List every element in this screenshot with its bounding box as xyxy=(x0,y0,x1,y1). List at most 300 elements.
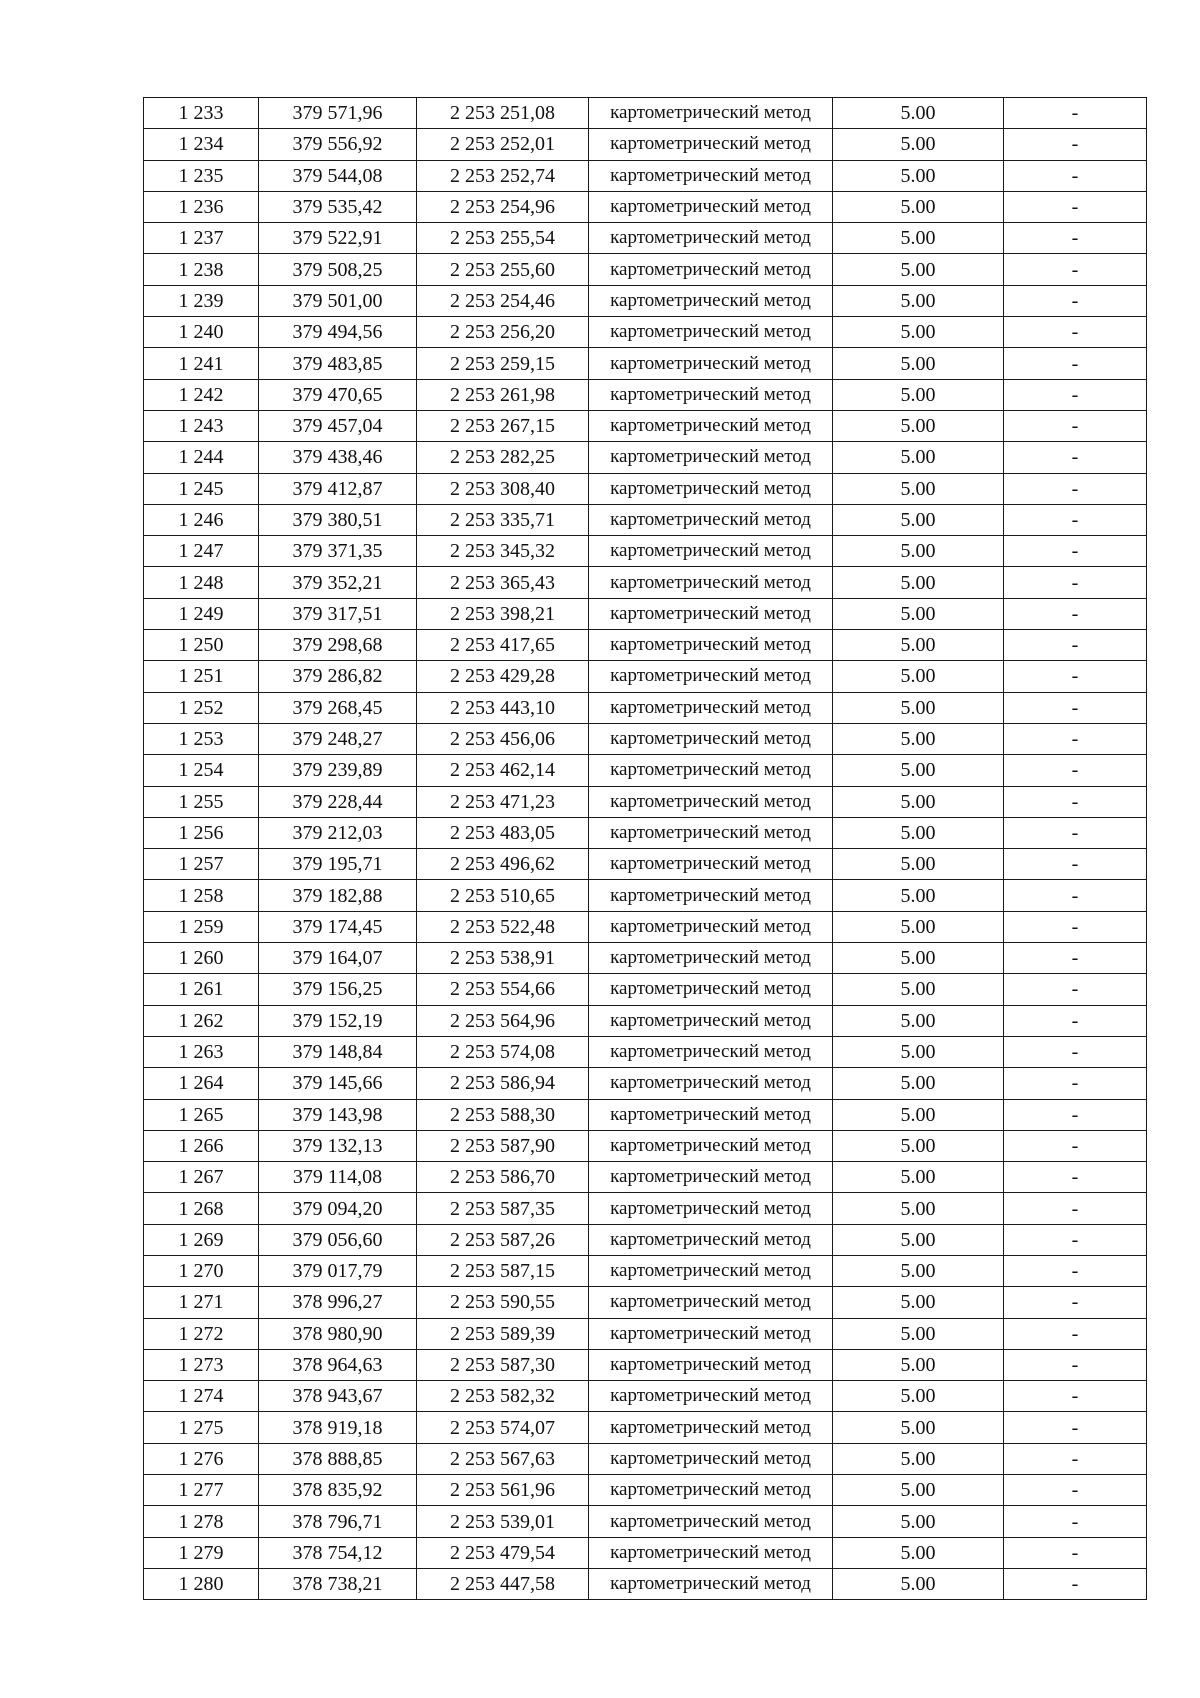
method-cell: картометрический метод xyxy=(589,223,833,254)
coordinate-x-cell: 379 556,92 xyxy=(259,129,417,160)
method-cell: картометрический метод xyxy=(589,974,833,1005)
point-number-cell: 1 260 xyxy=(144,943,259,974)
table-row xyxy=(144,1224,1147,1255)
coordinate-y-cell: 2 253 496,62 xyxy=(417,849,589,880)
method-cell: картометрический метод xyxy=(589,348,833,379)
table-row xyxy=(144,1255,1147,1286)
method-cell: картометрический метод xyxy=(589,1443,833,1474)
accuracy-cell: 5.00 xyxy=(833,880,1004,911)
point-number-cell: 1 235 xyxy=(144,160,259,191)
point-number-cell: 1 234 xyxy=(144,129,259,160)
coordinate-x-cell: 379 286,82 xyxy=(259,661,417,692)
coordinate-y-cell: 2 253 256,20 xyxy=(417,317,589,348)
point-number-cell: 1 248 xyxy=(144,567,259,598)
table-row xyxy=(144,1005,1147,1036)
table-row xyxy=(144,129,1147,160)
accuracy-cell: 5.00 xyxy=(833,285,1004,316)
coordinate-y-cell: 2 253 586,70 xyxy=(417,1162,589,1193)
accuracy-cell: 5.00 xyxy=(833,1255,1004,1286)
point-number-cell: 1 244 xyxy=(144,442,259,473)
note-cell: - xyxy=(1004,1193,1147,1224)
table-row xyxy=(144,1068,1147,1099)
accuracy-cell: 5.00 xyxy=(833,98,1004,129)
method-cell: картометрический метод xyxy=(589,692,833,723)
coordinate-x-cell: 379 371,35 xyxy=(259,536,417,567)
point-number-cell: 1 237 xyxy=(144,223,259,254)
point-number-cell: 1 271 xyxy=(144,1287,259,1318)
coordinate-y-cell: 2 253 429,28 xyxy=(417,661,589,692)
table-row xyxy=(144,1318,1147,1349)
note-cell: - xyxy=(1004,1162,1147,1193)
coordinate-x-cell: 379 182,88 xyxy=(259,880,417,911)
method-cell: картометрический метод xyxy=(589,379,833,410)
accuracy-cell: 5.00 xyxy=(833,191,1004,222)
accuracy-cell: 5.00 xyxy=(833,1224,1004,1255)
method-cell: картометрический метод xyxy=(589,1162,833,1193)
point-number-cell: 1 233 xyxy=(144,98,259,129)
coordinate-x-cell: 379 508,25 xyxy=(259,254,417,285)
accuracy-cell: 5.00 xyxy=(833,1162,1004,1193)
table-row xyxy=(144,786,1147,817)
note-cell: - xyxy=(1004,630,1147,661)
coordinate-x-cell: 378 980,90 xyxy=(259,1318,417,1349)
table-row xyxy=(144,630,1147,661)
method-cell: картометрический метод xyxy=(589,943,833,974)
coordinate-x-cell: 379 544,08 xyxy=(259,160,417,191)
table-row xyxy=(144,911,1147,942)
method-cell: картометрический метод xyxy=(589,1099,833,1130)
point-number-cell: 1 255 xyxy=(144,786,259,817)
coordinate-y-cell: 2 253 254,46 xyxy=(417,285,589,316)
coordinate-y-cell: 2 253 251,08 xyxy=(417,98,589,129)
method-cell: картометрический метод xyxy=(589,911,833,942)
coordinate-y-cell: 2 253 255,54 xyxy=(417,223,589,254)
accuracy-cell: 5.00 xyxy=(833,1036,1004,1067)
method-cell: картометрический метод xyxy=(589,1224,833,1255)
accuracy-cell: 5.00 xyxy=(833,817,1004,848)
table-row xyxy=(144,755,1147,786)
coordinate-x-cell: 378 943,67 xyxy=(259,1381,417,1412)
table-row xyxy=(144,1506,1147,1537)
point-number-cell: 1 256 xyxy=(144,817,259,848)
accuracy-cell: 5.00 xyxy=(833,1287,1004,1318)
point-number-cell: 1 272 xyxy=(144,1318,259,1349)
coordinate-x-cell: 379 412,87 xyxy=(259,473,417,504)
note-cell: - xyxy=(1004,1005,1147,1036)
point-number-cell: 1 279 xyxy=(144,1537,259,1568)
coordinate-y-cell: 2 253 254,96 xyxy=(417,191,589,222)
point-number-cell: 1 273 xyxy=(144,1349,259,1380)
coordinate-y-cell: 2 253 587,15 xyxy=(417,1255,589,1286)
method-cell: картометрический метод xyxy=(589,723,833,754)
coordinate-y-cell: 2 253 586,94 xyxy=(417,1068,589,1099)
coordinate-y-cell: 2 253 365,43 xyxy=(417,567,589,598)
coordinates-table xyxy=(143,97,1147,1600)
coordinate-x-cell: 379 494,56 xyxy=(259,317,417,348)
accuracy-cell: 5.00 xyxy=(833,630,1004,661)
accuracy-cell: 5.00 xyxy=(833,1381,1004,1412)
table-row xyxy=(144,1443,1147,1474)
table-row xyxy=(144,661,1147,692)
coordinate-y-cell: 2 253 471,23 xyxy=(417,786,589,817)
table-row xyxy=(144,1162,1147,1193)
coordinate-y-cell: 2 253 590,55 xyxy=(417,1287,589,1318)
method-cell: картометрический метод xyxy=(589,160,833,191)
coordinate-y-cell: 2 253 335,71 xyxy=(417,504,589,535)
table-row xyxy=(144,285,1147,316)
note-cell: - xyxy=(1004,755,1147,786)
accuracy-cell: 5.00 xyxy=(833,755,1004,786)
method-cell: картометрический метод xyxy=(589,1506,833,1537)
note-cell: - xyxy=(1004,1349,1147,1380)
coordinate-y-cell: 2 253 539,01 xyxy=(417,1506,589,1537)
method-cell: картометрический метод xyxy=(589,254,833,285)
point-number-cell: 1 280 xyxy=(144,1568,259,1599)
point-number-cell: 1 263 xyxy=(144,1036,259,1067)
coordinate-x-cell: 379 212,03 xyxy=(259,817,417,848)
note-cell: - xyxy=(1004,1099,1147,1130)
point-number-cell: 1 274 xyxy=(144,1381,259,1412)
coordinate-x-cell: 379 174,45 xyxy=(259,911,417,942)
coordinate-x-cell: 379 571,96 xyxy=(259,98,417,129)
table-row xyxy=(144,379,1147,410)
method-cell: картометрический метод xyxy=(589,1537,833,1568)
accuracy-cell: 5.00 xyxy=(833,1099,1004,1130)
coordinate-y-cell: 2 253 567,63 xyxy=(417,1443,589,1474)
coordinate-y-cell: 2 253 267,15 xyxy=(417,410,589,441)
accuracy-cell: 5.00 xyxy=(833,1130,1004,1161)
note-cell: - xyxy=(1004,410,1147,441)
method-cell: картометрический метод xyxy=(589,849,833,880)
note-cell: - xyxy=(1004,1318,1147,1349)
coordinate-x-cell: 378 738,21 xyxy=(259,1568,417,1599)
accuracy-cell: 5.00 xyxy=(833,1412,1004,1443)
coordinate-y-cell: 2 253 261,98 xyxy=(417,379,589,410)
point-number-cell: 1 243 xyxy=(144,410,259,441)
method-cell: картометрический метод xyxy=(589,1036,833,1067)
note-cell: - xyxy=(1004,817,1147,848)
accuracy-cell: 5.00 xyxy=(833,379,1004,410)
point-number-cell: 1 267 xyxy=(144,1162,259,1193)
coordinate-y-cell: 2 253 462,14 xyxy=(417,755,589,786)
point-number-cell: 1 239 xyxy=(144,285,259,316)
method-cell: картометрический метод xyxy=(589,755,833,786)
method-cell: картометрический метод xyxy=(589,442,833,473)
note-cell: - xyxy=(1004,317,1147,348)
method-cell: картометрический метод xyxy=(589,410,833,441)
note-cell: - xyxy=(1004,943,1147,974)
accuracy-cell: 5.00 xyxy=(833,473,1004,504)
coordinate-x-cell: 379 501,00 xyxy=(259,285,417,316)
point-number-cell: 1 247 xyxy=(144,536,259,567)
point-number-cell: 1 276 xyxy=(144,1443,259,1474)
accuracy-cell: 5.00 xyxy=(833,536,1004,567)
coordinate-x-cell: 378 964,63 xyxy=(259,1349,417,1380)
note-cell: - xyxy=(1004,1130,1147,1161)
table-row xyxy=(144,1036,1147,1067)
coordinate-y-cell: 2 253 259,15 xyxy=(417,348,589,379)
coordinate-y-cell: 2 253 582,32 xyxy=(417,1381,589,1412)
method-cell: картометрический метод xyxy=(589,1130,833,1161)
method-cell: картометрический метод xyxy=(589,98,833,129)
table-row xyxy=(144,880,1147,911)
coordinate-x-cell: 378 835,92 xyxy=(259,1475,417,1506)
point-number-cell: 1 246 xyxy=(144,504,259,535)
accuracy-cell: 5.00 xyxy=(833,723,1004,754)
note-cell: - xyxy=(1004,911,1147,942)
method-cell: картометрический метод xyxy=(589,1287,833,1318)
note-cell: - xyxy=(1004,1224,1147,1255)
table-row xyxy=(144,1568,1147,1599)
note-cell: - xyxy=(1004,567,1147,598)
table-row xyxy=(144,442,1147,473)
method-cell: картометрический метод xyxy=(589,1475,833,1506)
coordinate-y-cell: 2 253 345,32 xyxy=(417,536,589,567)
coordinate-x-cell: 378 996,27 xyxy=(259,1287,417,1318)
note-cell: - xyxy=(1004,1287,1147,1318)
accuracy-cell: 5.00 xyxy=(833,254,1004,285)
method-cell: картометрический метод xyxy=(589,473,833,504)
coordinate-x-cell: 379 164,07 xyxy=(259,943,417,974)
method-cell: картометрический метод xyxy=(589,1068,833,1099)
table-row xyxy=(144,536,1147,567)
note-cell: - xyxy=(1004,379,1147,410)
coordinate-y-cell: 2 253 589,39 xyxy=(417,1318,589,1349)
coordinate-x-cell: 379 156,25 xyxy=(259,974,417,1005)
method-cell: картометрический метод xyxy=(589,285,833,316)
method-cell: картометрический метод xyxy=(589,1349,833,1380)
coordinate-y-cell: 2 253 574,08 xyxy=(417,1036,589,1067)
coordinate-x-cell: 379 056,60 xyxy=(259,1224,417,1255)
coordinate-y-cell: 2 253 308,40 xyxy=(417,473,589,504)
point-number-cell: 1 261 xyxy=(144,974,259,1005)
table-row xyxy=(144,1130,1147,1161)
method-cell: картометрический метод xyxy=(589,661,833,692)
accuracy-cell: 5.00 xyxy=(833,442,1004,473)
accuracy-cell: 5.00 xyxy=(833,786,1004,817)
point-number-cell: 1 242 xyxy=(144,379,259,410)
accuracy-cell: 5.00 xyxy=(833,598,1004,629)
table-row xyxy=(144,254,1147,285)
accuracy-cell: 5.00 xyxy=(833,1193,1004,1224)
point-number-cell: 1 278 xyxy=(144,1506,259,1537)
coordinate-x-cell: 378 754,12 xyxy=(259,1537,417,1568)
table-row xyxy=(144,98,1147,129)
table-row xyxy=(144,317,1147,348)
coordinate-x-cell: 379 317,51 xyxy=(259,598,417,629)
note-cell: - xyxy=(1004,160,1147,191)
coordinate-y-cell: 2 253 282,25 xyxy=(417,442,589,473)
coordinate-y-cell: 2 253 538,91 xyxy=(417,943,589,974)
method-cell: картометрический метод xyxy=(589,817,833,848)
method-cell: картометрический метод xyxy=(589,598,833,629)
note-cell: - xyxy=(1004,1537,1147,1568)
table-row xyxy=(144,504,1147,535)
coordinate-y-cell: 2 253 456,06 xyxy=(417,723,589,754)
method-cell: картометрический метод xyxy=(589,1412,833,1443)
point-number-cell: 1 249 xyxy=(144,598,259,629)
accuracy-cell: 5.00 xyxy=(833,911,1004,942)
table-row xyxy=(144,1099,1147,1130)
note-cell: - xyxy=(1004,442,1147,473)
note-cell: - xyxy=(1004,880,1147,911)
coordinate-y-cell: 2 253 561,96 xyxy=(417,1475,589,1506)
table-row xyxy=(144,1193,1147,1224)
accuracy-cell: 5.00 xyxy=(833,974,1004,1005)
coordinate-x-cell: 379 380,51 xyxy=(259,504,417,535)
table-row xyxy=(144,160,1147,191)
coordinate-x-cell: 378 919,18 xyxy=(259,1412,417,1443)
coordinate-y-cell: 2 253 252,74 xyxy=(417,160,589,191)
coordinate-y-cell: 2 253 587,26 xyxy=(417,1224,589,1255)
method-cell: картометрический метод xyxy=(589,630,833,661)
coordinate-x-cell: 379 152,19 xyxy=(259,1005,417,1036)
table-row xyxy=(144,974,1147,1005)
table-row xyxy=(144,567,1147,598)
accuracy-cell: 5.00 xyxy=(833,504,1004,535)
point-number-cell: 1 270 xyxy=(144,1255,259,1286)
coordinate-y-cell: 2 253 252,01 xyxy=(417,129,589,160)
note-cell: - xyxy=(1004,786,1147,817)
coordinates-table-body xyxy=(144,98,1147,1600)
point-number-cell: 1 277 xyxy=(144,1475,259,1506)
note-cell: - xyxy=(1004,191,1147,222)
coordinate-x-cell: 379 438,46 xyxy=(259,442,417,473)
table-row xyxy=(144,849,1147,880)
note-cell: - xyxy=(1004,1506,1147,1537)
table-row xyxy=(144,410,1147,441)
accuracy-cell: 5.00 xyxy=(833,410,1004,441)
method-cell: картометрический метод xyxy=(589,1381,833,1412)
table-row xyxy=(144,1475,1147,1506)
accuracy-cell: 5.00 xyxy=(833,1443,1004,1474)
coordinate-y-cell: 2 253 564,96 xyxy=(417,1005,589,1036)
note-cell: - xyxy=(1004,661,1147,692)
accuracy-cell: 5.00 xyxy=(833,317,1004,348)
method-cell: картометрический метод xyxy=(589,191,833,222)
accuracy-cell: 5.00 xyxy=(833,1318,1004,1349)
coordinate-y-cell: 2 253 588,30 xyxy=(417,1099,589,1130)
accuracy-cell: 5.00 xyxy=(833,1537,1004,1568)
note-cell: - xyxy=(1004,1443,1147,1474)
point-number-cell: 1 265 xyxy=(144,1099,259,1130)
table-row xyxy=(144,1412,1147,1443)
coordinate-x-cell: 379 298,68 xyxy=(259,630,417,661)
note-cell: - xyxy=(1004,348,1147,379)
method-cell: картометрический метод xyxy=(589,317,833,348)
note-cell: - xyxy=(1004,723,1147,754)
point-number-cell: 1 252 xyxy=(144,692,259,723)
coordinate-x-cell: 379 239,89 xyxy=(259,755,417,786)
method-cell: картометрический метод xyxy=(589,1193,833,1224)
method-cell: картометрический метод xyxy=(589,504,833,535)
coordinate-x-cell: 379 535,42 xyxy=(259,191,417,222)
table-row xyxy=(144,1287,1147,1318)
table-row xyxy=(144,191,1147,222)
coordinate-y-cell: 2 253 398,21 xyxy=(417,598,589,629)
table-row xyxy=(144,723,1147,754)
note-cell: - xyxy=(1004,1036,1147,1067)
coordinate-x-cell: 379 352,21 xyxy=(259,567,417,598)
table-row xyxy=(144,473,1147,504)
coordinate-y-cell: 2 253 483,05 xyxy=(417,817,589,848)
accuracy-cell: 5.00 xyxy=(833,849,1004,880)
note-cell: - xyxy=(1004,285,1147,316)
note-cell: - xyxy=(1004,98,1147,129)
point-number-cell: 1 238 xyxy=(144,254,259,285)
coordinate-y-cell: 2 253 417,65 xyxy=(417,630,589,661)
method-cell: картометрический метод xyxy=(589,567,833,598)
note-cell: - xyxy=(1004,1381,1147,1412)
point-number-cell: 1 254 xyxy=(144,755,259,786)
coordinate-y-cell: 2 253 587,35 xyxy=(417,1193,589,1224)
coordinate-y-cell: 2 253 443,10 xyxy=(417,692,589,723)
point-number-cell: 1 245 xyxy=(144,473,259,504)
note-cell: - xyxy=(1004,974,1147,1005)
coordinate-y-cell: 2 253 522,48 xyxy=(417,911,589,942)
point-number-cell: 1 266 xyxy=(144,1130,259,1161)
method-cell: картометрический метод xyxy=(589,1255,833,1286)
point-number-cell: 1 258 xyxy=(144,880,259,911)
point-number-cell: 1 253 xyxy=(144,723,259,754)
point-number-cell: 1 240 xyxy=(144,317,259,348)
point-number-cell: 1 262 xyxy=(144,1005,259,1036)
accuracy-cell: 5.00 xyxy=(833,692,1004,723)
accuracy-cell: 5.00 xyxy=(833,661,1004,692)
note-cell: - xyxy=(1004,223,1147,254)
coordinate-y-cell: 2 253 510,65 xyxy=(417,880,589,911)
coordinate-y-cell: 2 253 447,58 xyxy=(417,1568,589,1599)
note-cell: - xyxy=(1004,598,1147,629)
accuracy-cell: 5.00 xyxy=(833,1506,1004,1537)
method-cell: картометрический метод xyxy=(589,786,833,817)
coordinate-x-cell: 379 522,91 xyxy=(259,223,417,254)
table-row xyxy=(144,943,1147,974)
method-cell: картометрический метод xyxy=(589,129,833,160)
note-cell: - xyxy=(1004,1475,1147,1506)
table-row xyxy=(144,817,1147,848)
method-cell: картометрический метод xyxy=(589,1568,833,1599)
method-cell: картометрический метод xyxy=(589,1005,833,1036)
accuracy-cell: 5.00 xyxy=(833,567,1004,598)
table-row xyxy=(144,1349,1147,1380)
coordinate-x-cell: 379 148,84 xyxy=(259,1036,417,1067)
note-cell: - xyxy=(1004,536,1147,567)
accuracy-cell: 5.00 xyxy=(833,223,1004,254)
accuracy-cell: 5.00 xyxy=(833,1349,1004,1380)
note-cell: - xyxy=(1004,692,1147,723)
note-cell: - xyxy=(1004,473,1147,504)
note-cell: - xyxy=(1004,1068,1147,1099)
accuracy-cell: 5.00 xyxy=(833,129,1004,160)
coordinate-x-cell: 379 195,71 xyxy=(259,849,417,880)
point-number-cell: 1 241 xyxy=(144,348,259,379)
table-row xyxy=(144,1537,1147,1568)
note-cell: - xyxy=(1004,504,1147,535)
coordinate-x-cell: 379 457,04 xyxy=(259,410,417,441)
coordinate-y-cell: 2 253 587,90 xyxy=(417,1130,589,1161)
accuracy-cell: 5.00 xyxy=(833,943,1004,974)
point-number-cell: 1 269 xyxy=(144,1224,259,1255)
table-row xyxy=(144,348,1147,379)
table-row xyxy=(144,692,1147,723)
coordinate-x-cell: 379 470,65 xyxy=(259,379,417,410)
note-cell: - xyxy=(1004,1412,1147,1443)
coordinate-y-cell: 2 253 574,07 xyxy=(417,1412,589,1443)
coordinate-x-cell: 378 796,71 xyxy=(259,1506,417,1537)
coordinate-x-cell: 379 132,13 xyxy=(259,1130,417,1161)
table-row xyxy=(144,1381,1147,1412)
